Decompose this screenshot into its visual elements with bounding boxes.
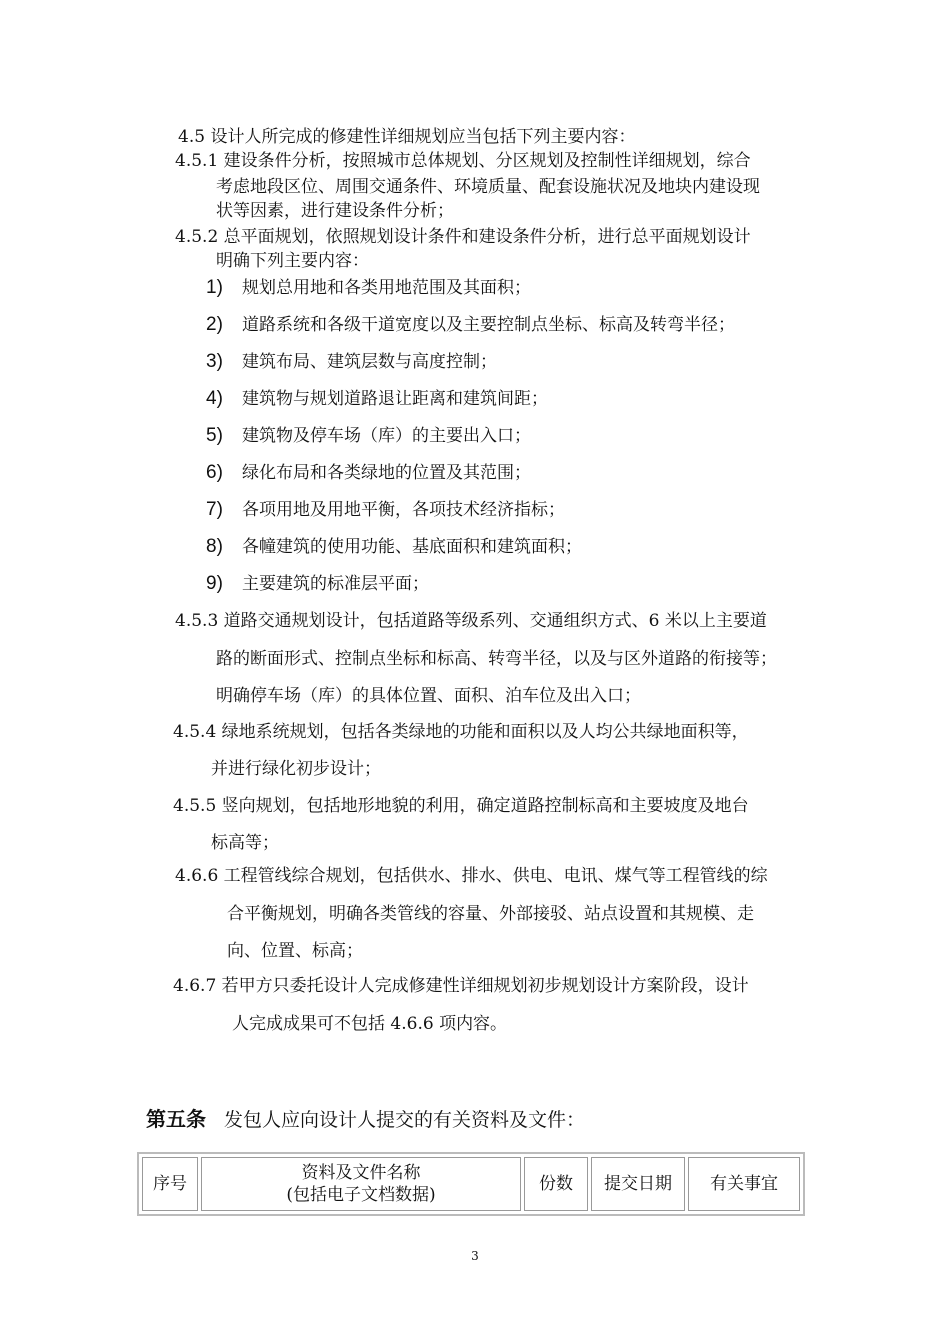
list-number: 1)	[206, 277, 223, 298]
list-text: 各项用地及用地平衡，各项技术经济指标；	[242, 500, 565, 520]
article-text: 发包人应向设计人提交的有关资料及文件：	[224, 1109, 586, 1131]
list-item	[206, 314, 735, 336]
header-name-line2: (包括电子文档数据)	[286, 1185, 436, 1205]
para-4-5-4-line1: 4.5.4 绿地系统规划，包括各类绿地的功能和面积以及人均公共绿地面积等，	[173, 722, 749, 742]
header-cell-name	[201, 1157, 521, 1211]
list-number: 7)	[206, 499, 223, 520]
list-number: 6)	[206, 462, 223, 483]
article-title: 第五条	[146, 1107, 206, 1131]
list-number: 8)	[206, 536, 223, 557]
para-4-5-1-line3: 状等因素，进行建设条件分析；	[216, 201, 454, 221]
materials-table	[137, 1152, 805, 1216]
list-item	[206, 277, 531, 299]
list-text: 各幢建筑的使用功能、基底面积和建筑面积；	[242, 537, 582, 557]
list-number: 2)	[206, 314, 223, 335]
para-4-6-7-line1: 4.6.7 若甲方只委托设计人完成修建性详细规划初步规划设计方案阶段，设计	[173, 976, 749, 996]
list-text: 建筑布局、建筑层数与高度控制；	[242, 352, 497, 372]
para-4-6-6-line2: 合平衡规划，明确各类管线的容量、外部接驳、站点设置和其规模、走	[227, 904, 754, 924]
list-item	[206, 536, 582, 558]
header-cell-copies: 份数	[524, 1157, 588, 1211]
list-item	[206, 388, 548, 410]
para-4-6-6-line1: 4.6.6 工程管线综合规划，包括供水、排水、供电、电讯、煤气等工程管线的综	[175, 866, 768, 886]
list-item	[206, 573, 429, 595]
header-cell-date: 提交日期	[591, 1157, 685, 1211]
list-text: 道路系统和各级干道宽度以及主要控制点坐标、标高及转弯半径；	[242, 315, 735, 335]
list-item	[206, 462, 531, 484]
table-header-row	[142, 1157, 800, 1211]
header-name-line1: 资料及文件名称	[301, 1163, 421, 1183]
para-4-6-7-line2: 人完成成果可不包括 4.6.6 项内容。	[232, 1014, 508, 1034]
list-item	[206, 499, 565, 521]
header-cell-notes: 有关事宜	[688, 1157, 800, 1211]
article-heading	[146, 1103, 585, 1132]
list-text: 建筑物与规划道路退让距离和建筑间距；	[242, 389, 548, 409]
para-4-5-5-line2: 标高等；	[211, 833, 279, 853]
list-text: 主要建筑的标准层平面；	[242, 574, 429, 594]
list-item	[206, 351, 497, 373]
list-number: 4)	[206, 388, 223, 409]
list-text: 绿化布局和各类绿地的位置及其范围；	[242, 463, 531, 483]
section-heading: 4.5 设计人所完成的修建性详细规划应当包括下列主要内容：	[178, 127, 636, 147]
para-4-6-6-line3: 向、位置、标高；	[227, 941, 363, 961]
list-number: 9)	[206, 573, 223, 594]
list-number: 5)	[206, 425, 223, 446]
header-cell-serial: 序号	[142, 1157, 198, 1211]
para-4-5-1-line1: 4.5.1 建设条件分析，按照城市总体规划、分区规划及控制性详细规划，综合	[175, 151, 751, 171]
para-4-5-3-line2: 路的断面形式、控制点坐标和标高、转弯半径，以及与区外道路的衔接等；	[216, 649, 777, 669]
para-4-5-5-line1: 4.5.5 竖向规划，包括地形地貌的利用，确定道路控制标高和主要坡度及地台	[173, 796, 749, 816]
para-4-5-2-line1: 4.5.2 总平面规划，依照规划设计条件和建设条件分析，进行总平面规划设计	[175, 227, 751, 247]
para-4-5-3-line1: 4.5.3 道路交通规划设计，包括道路等级系列、交通组织方式、6 米以上主要道	[175, 611, 767, 631]
list-item	[206, 425, 531, 447]
list-text: 规划总用地和各类用地范围及其面积；	[242, 278, 531, 298]
page-number: 3	[471, 1249, 479, 1263]
para-4-5-4-line2: 并进行绿化初步设计；	[211, 759, 381, 779]
list-number: 3)	[206, 351, 223, 372]
para-4-5-2-line2: 明确下列主要内容：	[216, 251, 369, 271]
para-4-5-1-line2: 考虑地段区位、周围交通条件、环境质量、配套设施状况及地块内建设现	[216, 177, 760, 197]
list-text: 建筑物及停车场（库）的主要出入口；	[242, 426, 531, 446]
para-4-5-3-line3: 明确停车场（库）的具体位置、面积、泊车位及出入口；	[216, 686, 641, 706]
